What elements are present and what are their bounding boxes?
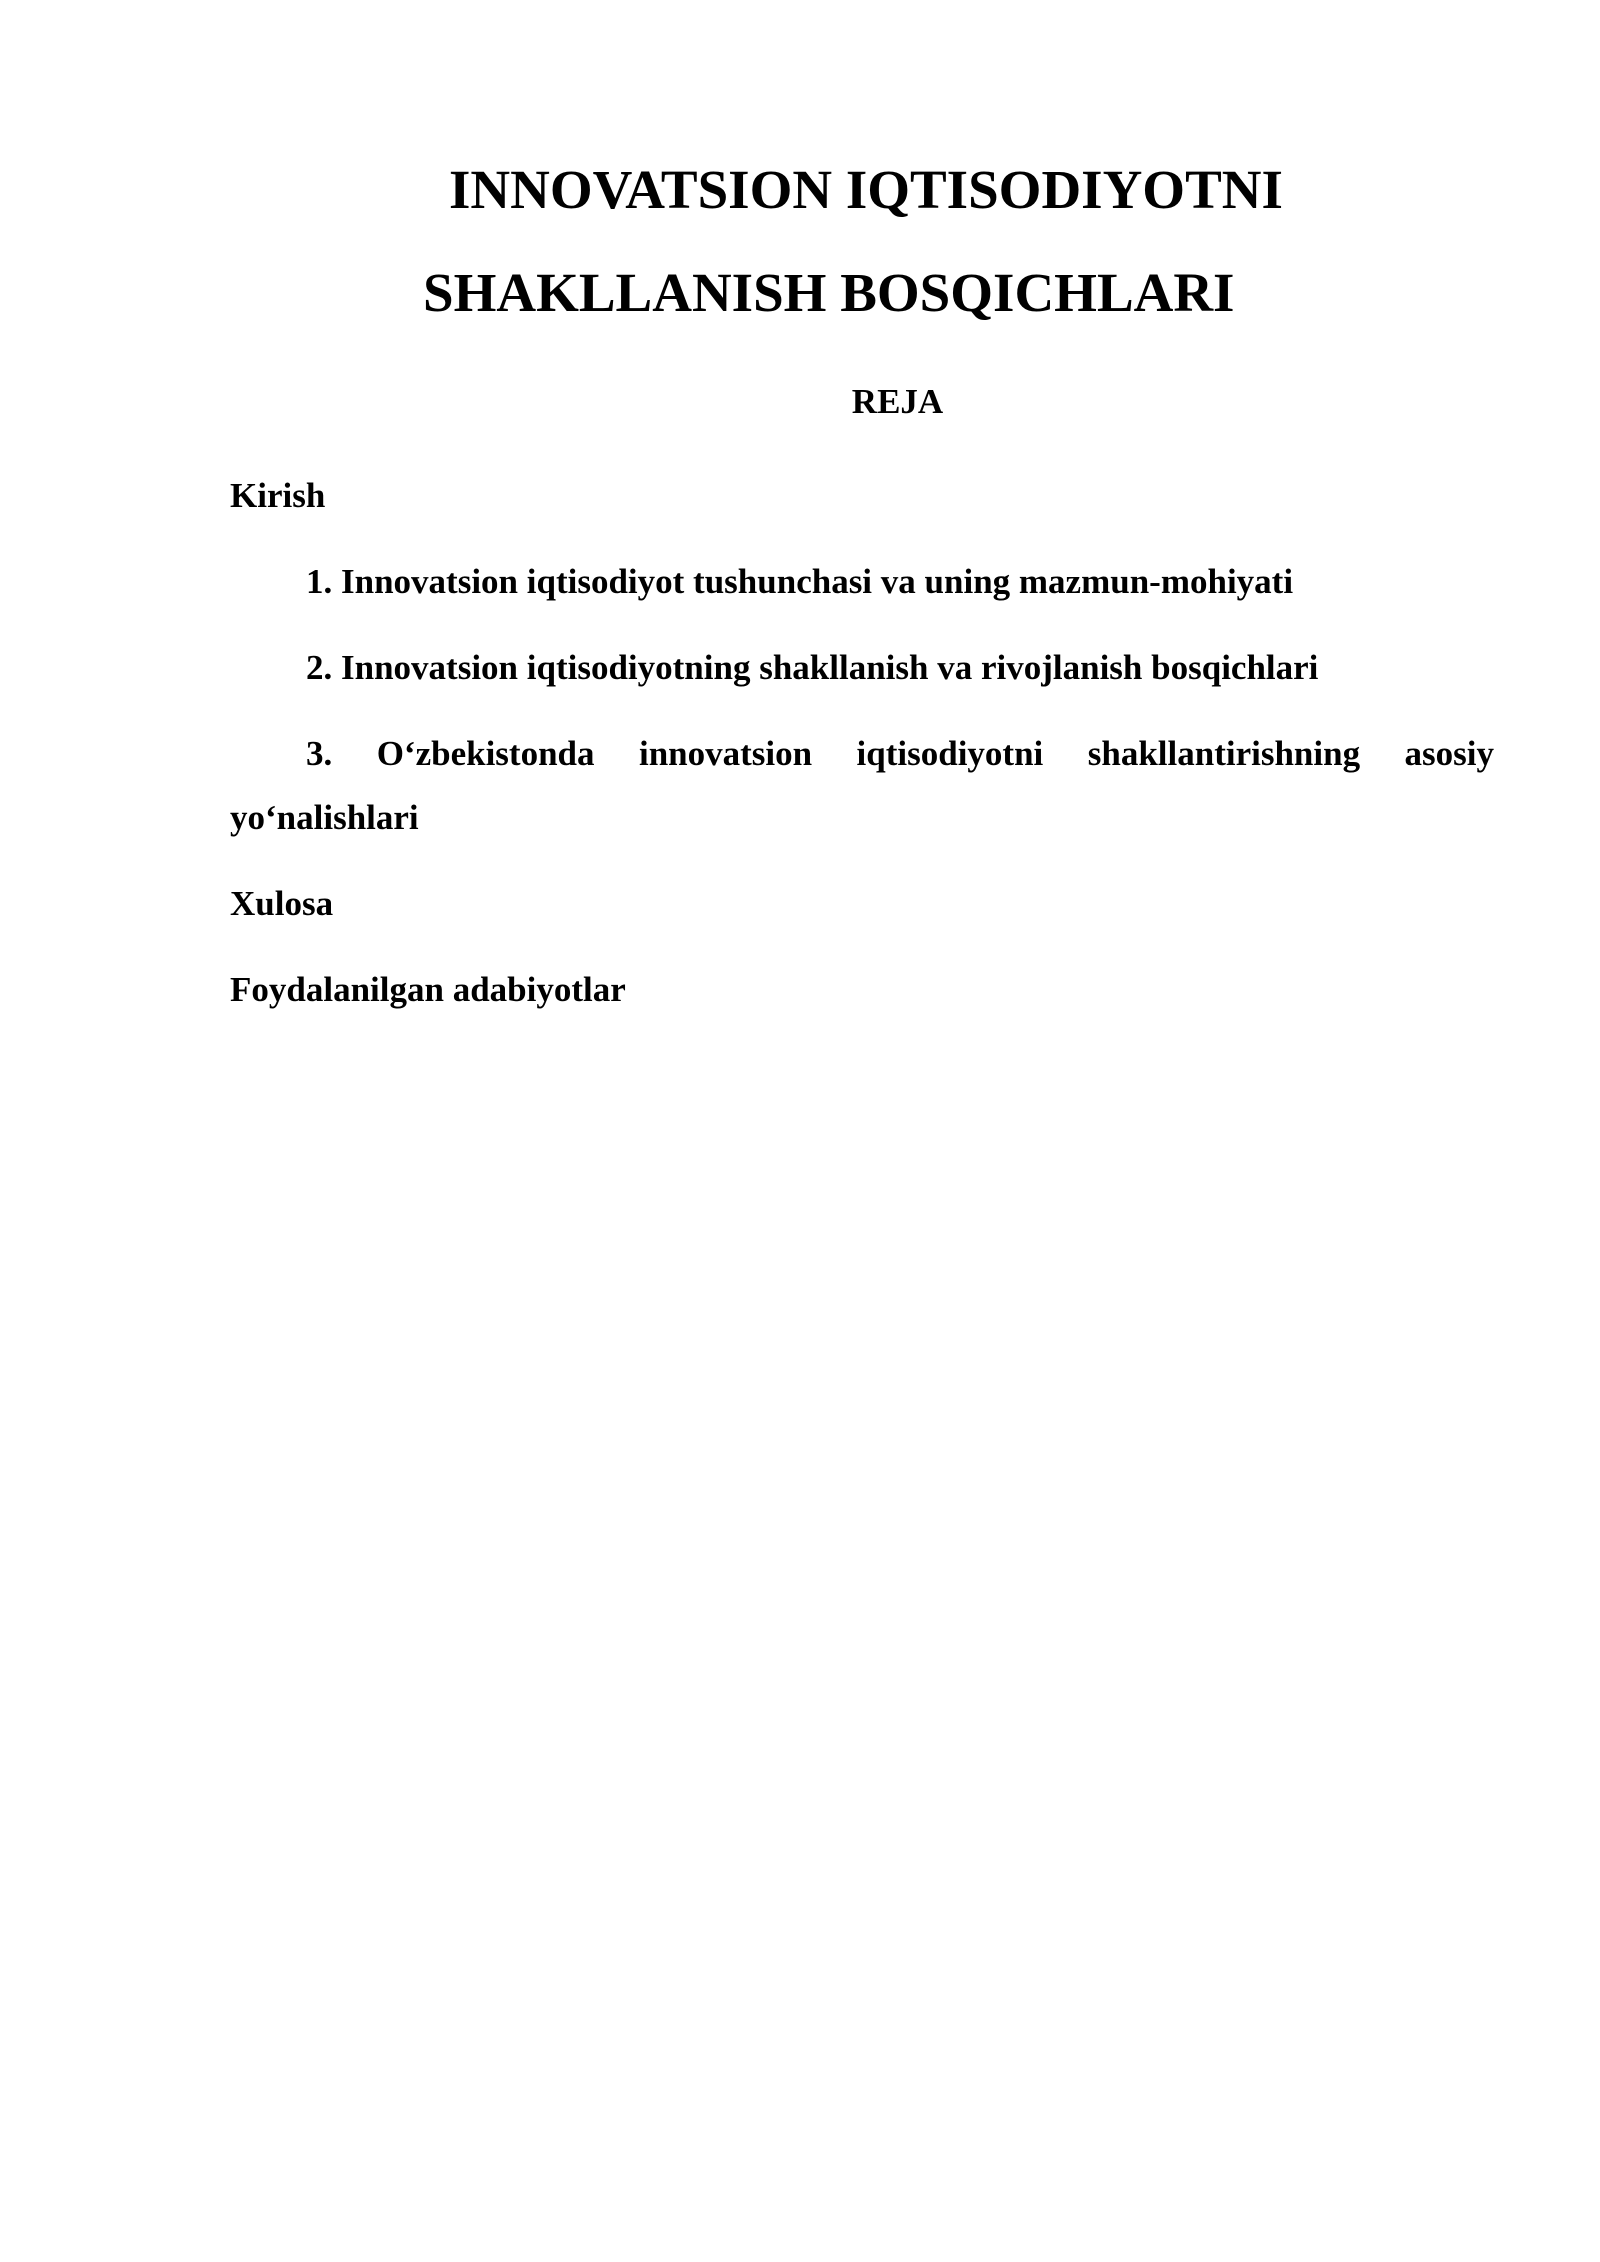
document-title-line-2: SHAKLLANISH BOSQICHLARI	[423, 262, 1235, 323]
plan-item-1: 1. Innovatsion iqtisodiyot tushunchasi va uning mazmun-mohiyati	[306, 562, 1294, 601]
plan-item-3: 3. O‘zbekistonda innovatsion iqtisodiyotni shakllantirishning asosiy yo‘nalishlari	[230, 734, 1494, 837]
document-title-line-1: INNOVATSION IQTISODIYOTNI	[449, 159, 1283, 220]
references-entry: Foydalanilgan adabiyotlar	[230, 970, 626, 1009]
plan-item-2: 2. Innovatsion iqtisodiyotning shakllanish va rivojlanish bosqichlari	[306, 648, 1319, 687]
plan-heading: REJA	[851, 382, 944, 421]
conclusion-entry: Xulosa	[230, 884, 334, 923]
plan-contents	[230, 464, 1494, 1044]
intro-entry: Kirish	[230, 476, 326, 515]
